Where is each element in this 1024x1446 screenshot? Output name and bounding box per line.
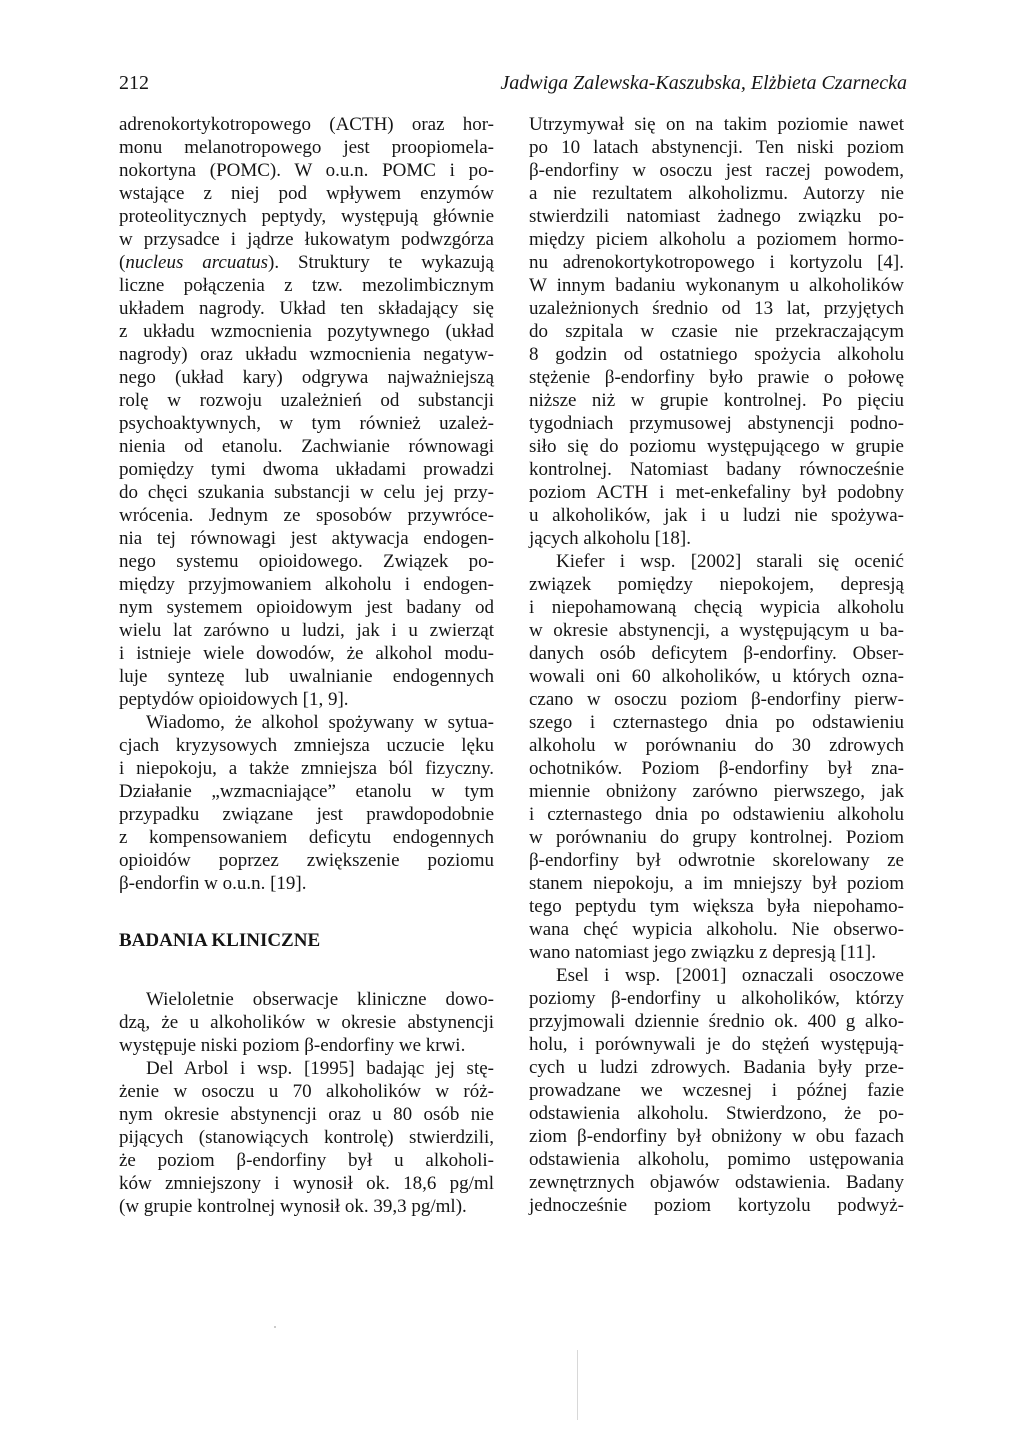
text-line: nagrody) oraz układu wzmocnienia negatyw- xyxy=(119,344,494,365)
text-line: w porównaniu do grupy kontrolnej. Poziom xyxy=(529,827,904,848)
left-column xyxy=(119,113,494,1218)
text-line: stwierdzili natomiast żadnego związku po- xyxy=(529,206,904,227)
text-line: jących alkoholu [18]. xyxy=(529,528,691,549)
text-line: przyjmowali dziennie średnio ok. 400 g alko- xyxy=(529,1011,904,1032)
running-header-authors: Jadwiga Zalewska-Kaszubska, Elżbieta Czarnecka xyxy=(500,72,907,94)
text-line: Wieloletnie obserwacje kliniczne dowo- xyxy=(146,989,494,1010)
section-heading: BADANIA KLINICZNE xyxy=(119,930,321,951)
text-line: a nie rezultatem alkoholizmu. Autorzy nie xyxy=(529,183,904,204)
text-line: siło się do poziomu występującego w grupie xyxy=(529,436,904,457)
text-line: wowali oni 60 alkoholików, u których ozna- xyxy=(529,666,904,687)
text-line: wano natomiast jego związku z depresją [11]. xyxy=(529,942,876,963)
text-line: holu, i porównywali je do stężeń występują- xyxy=(529,1034,904,1055)
text-line: Utrzymywał się on na takim poziomie nawet xyxy=(529,114,904,135)
text-line: nego (układ kary) odgrywa najważniejszą xyxy=(119,367,494,388)
text-line: peptydów opioidowych [1, 9]. xyxy=(119,689,349,710)
text-line: i niepohamowaną chęcią wypicia alkoholu xyxy=(529,597,904,618)
text-line: miennie obniżony zarówno pierwszego, jak xyxy=(529,781,904,802)
text-line: niższe niż w grupie kontrolnej. Po pięciu xyxy=(529,390,904,411)
text-line: odstawienia alkoholu. Stwierdzono, że po- xyxy=(529,1103,904,1124)
text-line: z układu wzmocnienia pozytywnego (układ xyxy=(119,321,494,342)
text-line: do szpitala w czasie nie przekraczającym xyxy=(529,321,904,342)
text-line: dzą, że u alkoholików w okresie abstynencji xyxy=(119,1012,494,1033)
text-line: po 10 latach abstynencji. Ten niski poziom xyxy=(529,137,904,158)
text-line: tego peptydu tym większa była niepohamo- xyxy=(529,896,904,917)
text-line: w przysadce i jądrze łukowatym podwzgórza xyxy=(119,229,494,250)
text-line: żenie w osoczu u 70 alkoholików w róż- xyxy=(119,1081,494,1102)
text-line: ochotników. Poziom β-endorfiny był zna- xyxy=(529,758,904,779)
text-line: stanem niepokoju, a im mniejszy był poziom xyxy=(529,873,904,894)
text-line: między piciem alkoholu a poziomem hormo- xyxy=(529,229,904,250)
text-line: kontrolnej. Natomiast badany równocześnie xyxy=(529,459,904,480)
text-line: psychoaktywnych, w tym również uzależ- xyxy=(119,413,494,434)
text-line: liczne połączenia z tzw. mezolimbicznym xyxy=(119,275,494,296)
page-number: 212 xyxy=(119,72,149,94)
scan-artifact-line xyxy=(577,1350,578,1420)
scan-speck xyxy=(274,1326,276,1328)
text-line: Del Arbol i wsp. [1995] badając jej stę- xyxy=(146,1058,494,1079)
text-line: β-endorfin w o.u.n. [19]. xyxy=(119,873,307,894)
text-line: poziom ACTH i met-enkefaliny był podobny xyxy=(529,482,904,503)
text-line: pomiędzy tymi dwoma układami prowadzi xyxy=(119,459,494,480)
text-line: wrócenia. Jednym ze sposobów przywróce- xyxy=(119,505,494,526)
text-line: nienia od etanolu. Zachwianie równowagi xyxy=(119,436,494,457)
text-line: i niepokoju, a także zmniejsza ból fizyczny. xyxy=(119,758,494,779)
text-line: Wiadomo, że alkohol spożywany w sytua- xyxy=(146,712,494,733)
text-line: (nucleus arcuatus). Struktury te wykazują xyxy=(119,252,494,273)
text-line: ziom β-endorfiny był obniżony w obu fazach xyxy=(529,1126,904,1147)
text-line: cjach kryzysowych zmniejsza uczucie lęku xyxy=(119,735,494,756)
text-line: 8 godzin od ostatniego spożycia alkoholu xyxy=(529,344,904,365)
text-line: pijących (stanowiących kontrolę) stwierdzili, xyxy=(119,1127,494,1148)
text-line: do chęci szukania substancji w celu jej przy- xyxy=(119,482,494,503)
text-line: przypadku związane jest prawdopodobnie xyxy=(119,804,494,825)
text-line: wstające z niej pod wpływem enzymów xyxy=(119,183,494,204)
text-line: W innym badaniu wykonanym u alkoholików xyxy=(529,275,904,296)
text-line: Działanie „wzmacniające” etanolu w tym xyxy=(119,781,494,802)
text-line: i czternastego dnia po odstawieniu alkoholu xyxy=(529,804,904,825)
text-line: związek pomiędzy niepokojem, depresją xyxy=(529,574,904,595)
text-line: opioidów poprzez zwiększenie poziomu xyxy=(119,850,494,871)
text-line: nego systemu opioidowego. Związek po- xyxy=(119,551,494,572)
text-line: proteolitycznych peptydy, występują głównie xyxy=(119,206,494,227)
text-line: nokortyna (POMC). W o.u.n. POMC i po- xyxy=(119,160,494,181)
text-line: β-endorfiny był odwrotnie skorelowany ze xyxy=(529,850,904,871)
text-line: czano w osoczu poziom β-endorfiny pierw- xyxy=(529,689,904,710)
text-line: danych osób deficytem β-endorfiny. Obser- xyxy=(529,643,904,664)
text-line: między przyjmowaniem alkoholu i endogen- xyxy=(119,574,494,595)
text-line: z kompensowaniem deficytu endogennych xyxy=(119,827,494,848)
text-line: prowadzane we wczesnej i późnej fazie xyxy=(529,1080,904,1101)
text-line: alkoholu w porównaniu do 30 zdrowych xyxy=(529,735,904,756)
text-line: nia tej równowagi jest aktywacja endogen- xyxy=(119,528,494,549)
text-line: cych u ludzi zdrowych. Badania były prze- xyxy=(529,1057,904,1078)
text-line: uzależnionych średnio od 13 lat, przyjętych xyxy=(529,298,904,319)
text-line: adrenokortykotropowego (ACTH) oraz hor- xyxy=(119,114,494,135)
text-line: szego i czternastego dnia po odstawieniu xyxy=(529,712,904,733)
text-line: odstawienia alkoholu, pomimo ustępowania xyxy=(529,1149,904,1170)
text-line: poziomy β-endorfiny u alkoholików, którzy xyxy=(529,988,904,1009)
text-line: Kiefer i wsp. [2002] starali się ocenić xyxy=(556,551,904,572)
text-line: w okresie abstynencji, a występującym u ba- xyxy=(529,620,904,641)
text-line: i istnieje wiele dowodów, że alkohol modu- xyxy=(119,643,494,664)
text-line: β-endorfiny w osoczu jest raczej powodem, xyxy=(529,160,904,181)
text-line: że poziom β-endorfiny był u alkoholi- xyxy=(119,1150,494,1171)
text-line: Esel i wsp. [2001] oznaczali osoczowe xyxy=(556,965,904,986)
text-line: występuje niski poziom β-endorfiny we krwi. xyxy=(119,1035,466,1056)
text-line: układem nagrody. Układ ten składający się xyxy=(119,298,494,319)
text-line: stężenie β-endorfiny było prawie o połowę xyxy=(529,367,904,388)
text-line: nym okresie abstynencji oraz u 80 osób nie xyxy=(119,1104,494,1125)
text-line: zewnętrznych objawów odstawienia. Badany xyxy=(529,1172,904,1193)
text-line: (w grupie kontrolnej wynosił ok. 39,3 pg/ml). xyxy=(119,1196,467,1217)
right-column xyxy=(529,113,904,1217)
text-line: luje syntezę lub uwalnianie endogennych xyxy=(119,666,494,687)
text-line: wielu lat zarówno u ludzi, jak i u zwierząt xyxy=(119,620,494,641)
text-line: tygodniach przymusowej abstynencji podno- xyxy=(529,413,904,434)
text-line: nu adrenokortykotropowego i kortyzolu [4]. xyxy=(529,252,904,273)
text-line: wana chęć wypicia alkoholu. Nie obserwo- xyxy=(529,919,904,940)
text-line: monu melanotropowego jest proopiomela- xyxy=(119,137,494,158)
text-line: nym systemem opioidowym jest badany od xyxy=(119,597,494,618)
text-line: ków zmniejszony i wynosił ok. 18,6 pg/ml xyxy=(119,1173,494,1194)
text-line: u alkoholików, jak i u ludzi nie spożywa- xyxy=(529,505,904,526)
text-line: jednocześnie poziom kortyzolu podwyż- xyxy=(529,1195,904,1216)
text-line: rolę w rozwoju uzależnień od substancji xyxy=(119,390,494,411)
